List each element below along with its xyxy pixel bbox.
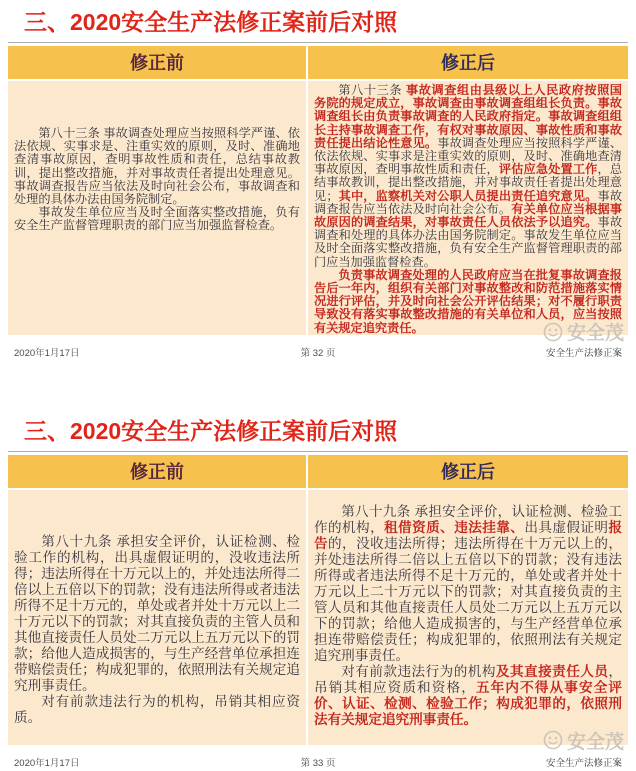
paragraph: 对有前款违法行为的机构及其直接责任人员，吊销其相应资质和资格，五年内不得从事安全评价、认证、检测、检验工作；构成犯罪的，依照刑法有关规定追究刑事责任。: [314, 663, 623, 727]
footer-doc-title: 安全生产法修正案: [545, 757, 622, 769]
footer-doc-title: 安全生产法修正案: [545, 347, 622, 359]
slide-title: 三、2020安全生产法修正案前后对照: [24, 9, 398, 35]
column-header-before: 修正前: [8, 455, 306, 488]
before-amendment-text: [8, 81, 306, 335]
footer-date: 2020年1月17日: [14, 757, 80, 769]
comparison-table-body: [8, 81, 628, 335]
paragraph: 第八十三条 事故调查组由县级以上人民政府按照国务院的规定成立，事故调查由事故调查组组长负责。事故调查组长由负责事故调查的人民政府指定。事故调查组组长主持事故调查工作，有权对事故原因、事故性质和事故责任提出结论性意见。事故调查处理应当按照科学严谨、依法依规、实事求是注重实效的原则，及时、准确地查清事故原因，查明事故性质和责任，评估应急处置工作，总结事故教训，提出整改措施，并对事故责任者提出处理意见；其中，监察机关对公职人员提出责任追究意见。事故调查报告应当依法及时向社会公布。有关单位应当根据事故原因的调查结果，对事故责任人员依法予以追究。事故调查和处理的具体办法由国务院制定。事故发生单位应当及时全面落实整改措施，负有安全生产监督管理职责的部门应当加强监督检查。: [314, 82, 623, 269]
title-divider: [8, 42, 628, 43]
column-header-after: 修正后: [308, 46, 628, 79]
title-divider: [8, 451, 628, 452]
slide-footer: [8, 745, 628, 771]
comparison-table-header: [8, 46, 628, 79]
footer-page-number: 第 32 页: [300, 347, 336, 359]
paragraph: 事故发生单位应当及时全面落实整改措施，负有安全生产监督管理职责的部门应当加强监督检查。: [14, 205, 300, 233]
comparison-table-header: [8, 455, 628, 488]
paragraph: 第八十九条 承担安全评价，认证检测、检验工作的机构，出具虚假证明的，没收违法所得；违法所得在十万元以上的，并处违法所得二倍以上五倍以下的罚款；没有违法所得或者违法所得不足十万元的，单处或者并处十万元以上二十万元以下的罚款；对其直接负责的主管人员和其他直接责任人员处二万元以上五万元以下的罚款；给他人造成损害的，与生产经营单位承担连带赔偿责任；构成犯罪的，依照刑法有关规定追究刑事责任。: [14, 533, 300, 693]
slide-page-32: [0, 0, 636, 361]
brand-watermark-text: 安全茂: [566, 731, 624, 753]
slide-title: 三、2020安全生产法修正案前后对照: [24, 417, 398, 444]
paragraph: 第八十三条 事故调查处理应当按照科学严谨、依法依规、实事求是、注重实效的原则，及时、准确地查清事故原因，查明事故性质和责任，总结事故教训，提出整改措施，并对事故责任者提出处理意见。事故调查报告应当依法及时向社会公布，事故调查和处理的具体办法由国务院制定。: [14, 125, 300, 206]
slide-page-33: [0, 409, 636, 771]
after-amendment-text: [308, 490, 628, 745]
footer-page-number: 第 33 页: [300, 757, 336, 769]
column-header-before: 修正前: [8, 46, 306, 79]
after-amendment-text: [308, 81, 628, 335]
comparison-table-body: [8, 490, 628, 745]
paragraph: 负责事故调查处理的人民政府应当在批复事故调查报告后一年内，组织有关部门对事故整改和防范措施落实情况进行评估，并及时向社会公开评估结果；对不履行职责导致没有落实事故整改措施的有关单位和人员，应当按照有关规定追究责任。: [314, 267, 622, 335]
column-header-after: 修正后: [308, 455, 628, 488]
brand-watermark-text: 安全茂: [566, 323, 624, 344]
footer-date: 2020年1月17日: [14, 347, 80, 359]
slide-footer: [8, 335, 628, 361]
before-amendment-text: [8, 490, 306, 745]
paragraph: 对有前款违法行为的机构，吊销其相应资质。: [14, 693, 300, 725]
paragraph: 第八十九条 承担安全评价，认证检测、检验工作的机构，租借资质、违法挂靠、出具虚假证明报告的，没收违法所得；违法所得在十万元以上的，并处违法所得二倍以上五倍以下的罚款；没有违法所得或者违法所得不足十万元的，单处或者并处十万元以上二十万元以下的罚款；对其直接负责的主管人员和其他直接责任人员处二万元以上五万元以下的罚款；给他人造成损害的，与生产经营单位承担连带赔偿责任；构成犯罪的，依照刑法有关规定追究刑事责任。: [314, 503, 623, 663]
